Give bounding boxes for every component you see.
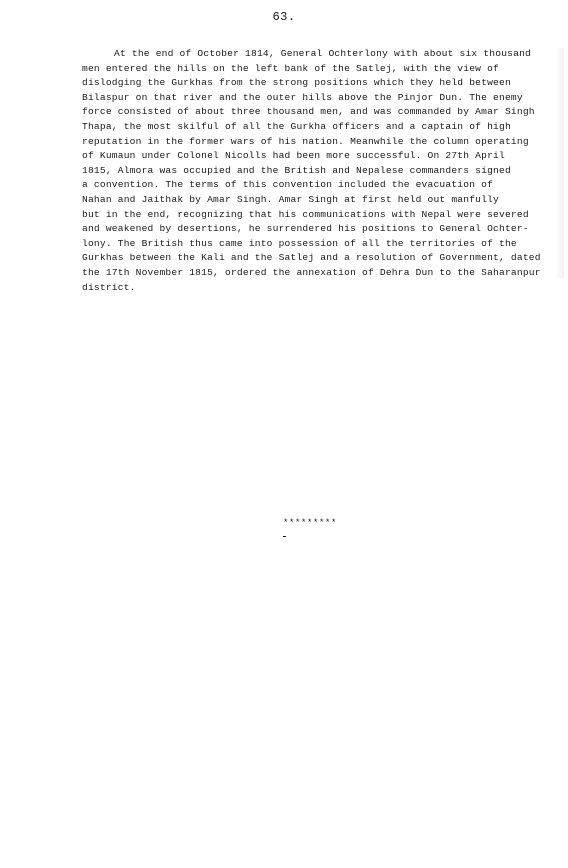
- scan-edge-shadow: [556, 48, 564, 278]
- paragraph-line: and weakened by desertions, he surrendered his positions to General Ochter-: [82, 223, 529, 235]
- paragraph-line: lony. The British thus came into possession of all the territories of the: [82, 237, 517, 249]
- paragraph-line: force consisted of about three thousand men, and was commanded by Amar Singh: [82, 106, 535, 118]
- body-paragraph: [82, 47, 552, 295]
- paragraph-line: dislodging the Gurkhas from the strong positions which they held between: [82, 77, 511, 89]
- paragraph-line: district.: [82, 281, 136, 293]
- stray-mark: [283, 536, 286, 537]
- paragraph-line: At the end of October 1814, General Ochterlony with about six thousand: [114, 48, 532, 59]
- paragraph-line: but in the end, recognizing that his communications with Nepal were severed: [82, 208, 529, 220]
- page-number: 63.: [272, 10, 296, 24]
- paragraph-line: Thapa, the most skilful of all the Gurkha officers and a captain of high: [82, 120, 511, 132]
- paragraph-line: Nahan and Jaithak by Amar Singh. Amar Singh at first held out manfully: [82, 193, 500, 205]
- paragraph-line: a convention. The terms of this convention included the evacuation of: [82, 179, 494, 191]
- paragraph-line: Bilaspur on that river and the outer hills above the Pinjor Dun. The enemy: [82, 91, 523, 103]
- paragraph-line: of Kumaun under Colonel Nicolls had been more successful. On 27th April: [82, 150, 505, 162]
- paragraph-line: Gurkhas between the Kali and the Satlej and a resolution of Government, dated: [82, 252, 541, 264]
- paragraph-line: 1815, Almora was occupied and the British and Nepalese commanders signed: [82, 164, 511, 176]
- section-separator: *********: [282, 518, 337, 528]
- paragraph-line: men entered the hills on the left bank of the Satlej, with the view of: [82, 62, 500, 74]
- paragraph-line: the 17th November 1815, ordered the annexation of Dehra Dun to the Saharanpur: [82, 266, 541, 278]
- paragraph-line: reputation in the former wars of his nation. Meanwhile the column operating: [82, 135, 529, 147]
